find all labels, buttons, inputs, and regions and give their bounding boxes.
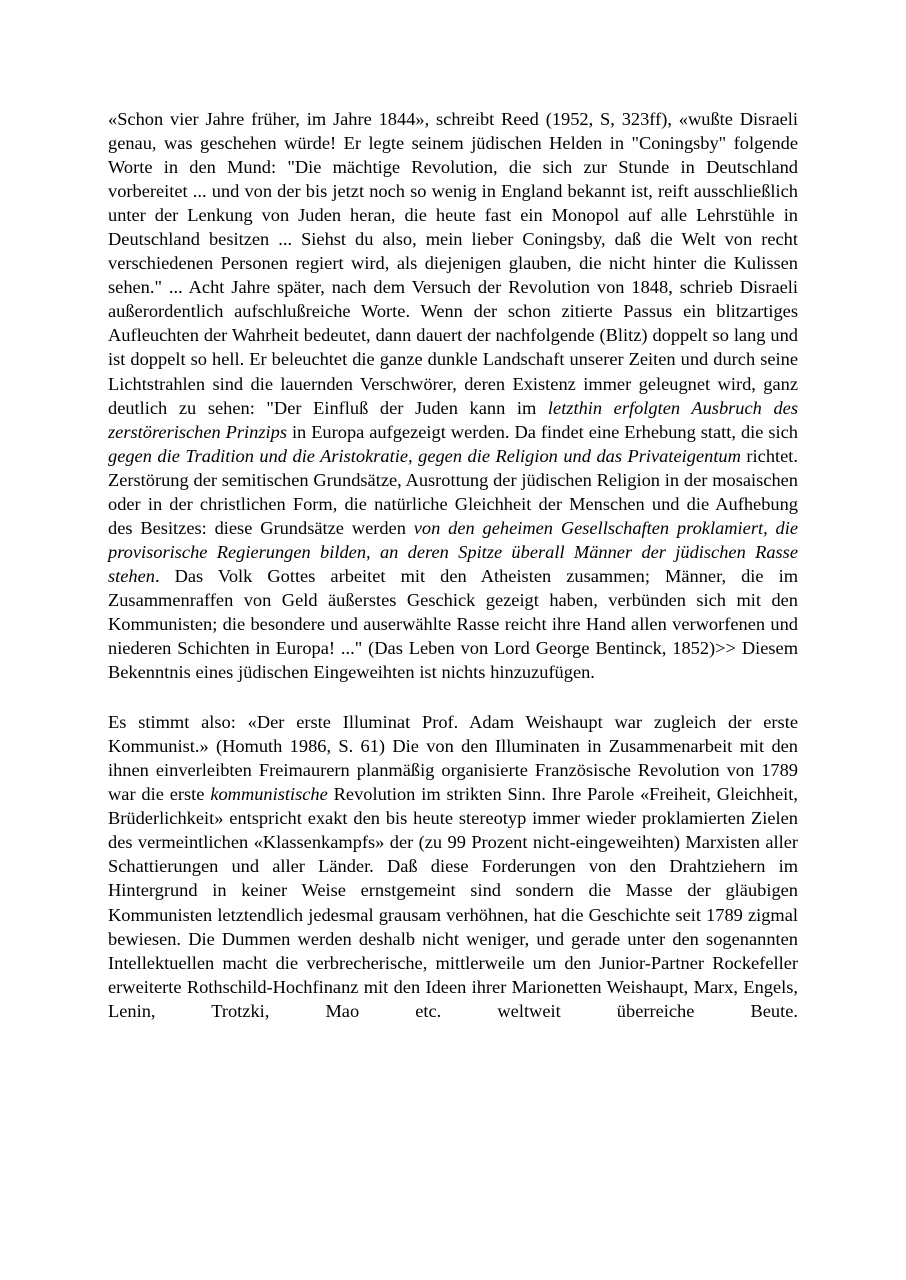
- text-run: Es stimmt also: «Der erste Illuminat Prof. Adam Weishaupt war zugleich der erste Kommunist.» (Homuth 1986, S. 61) Die von den Illuminaten in Zusammenarbeit mit den ihnen einverleibten Freimaurern planmäßig organisierte Französische Revolution von 1789 war die erste: [108, 712, 798, 805]
- emphasis-run: von den geheimen Gesellschaften proklamiert, die provisorische Regierungen bilden, an deren Spitze überall Männer der jüdischen Rasse stehen: [108, 517, 798, 586]
- body-text-column: [108, 107, 798, 1047]
- paragraph-1: [108, 107, 798, 684]
- emphasis-run: letzthin erfolgten Ausbruch des zerstörerischen Prinzips: [108, 397, 798, 442]
- emphasis-run: kommunistische: [210, 784, 328, 805]
- emphasis-run: gegen die Tradition und die Aristokratie, gegen die Religion und das Privateigentum: [108, 445, 741, 466]
- text-run: «Schon vier Jahre früher, im Jahre 1844», schreibt Reed (1952, S, 323ff), «wußte Disraeli genau, was geschehen würde! Er legte seinem jüdischen Helden in "Coningsby" folgende Worte in den Mund: "Die mächtige Revolution, die sich zur Stunde in Deutschland vorbereitet ... und von der bis jetzt noch so wenig in England bekannt ist, reift ausschließlich unter der Lenkung von Juden heran, die heute fast ein Monopol auf alle Lehrstühle in Deutschland besitzen ... Siehst du also, mein lieber Coningsby, daß die Welt von recht verschiedenen Personen regiert wird, als diejenigen glauben, die nicht hinter die Kulissen sehen." ... Acht Jahre später, nach dem Versuch der Revolution von 1848, schrieb Disraeli außerordentlich aufschlußreiche Worte. Wenn der schon zitierte Passus ein blitzartiges Aufleuchten der Wahrheit bedeutet, dann dauert der nachfolgende (Blitz) doppelt so lang und ist doppelt so hell. Er beleuchtet die ganze dunkle Landschaft unserer Zeiten und durch seine Lichtstrahlen sind die lauernden Verschwörer, deren Existenz immer geleugnet wird, ganz deutlich zu sehen: "Der Einfluß der Juden kann im: [108, 109, 798, 418]
- paragraph-2: [108, 710, 798, 1047]
- text-run: in Europa aufgezeigt werden. Da findet eine Erhebung statt, die sich: [286, 421, 798, 442]
- text-run: Revolution im strikten Sinn. Ihre Parole «Freiheit, Gleichheit, Brüderlichkeit» entspricht exakt den bis heute stereotyp immer wieder proklamierten Zielen des vermeintlichen «Klassenkampfs» der (zu 99 Prozent nicht-eingeweihten) Marxisten aller Schattierungen und aller Länder. Daß diese Forderungen von den Drahtziehern im Hintergrund in keiner Weise ernstgemeint sind sondern die Masse der gläubigen Kommunisten letztendlich jedesmal grausam verhöhnen, hat die Geschichte seit 1789 zigmal bewiesen. Die Dummen werden deshalb nicht weniger, und gerade unter den sogenannten Intellektuellen macht die verbrecherische, mittlerweile um den Junior-Partner Rockefeller erweiterte Rothschild-Hochfinanz mit den Ideen ihrer Marionetten Weishaupt, Marx, Engels, Lenin, Trotzki, Mao etc. weltweit überreiche Beute.: [108, 784, 799, 1021]
- text-run: richtet. Zerstörung der semitischen Grundsätze, Ausrottung der jüdischen Religion in der mosaischen oder in der christlichen Form, die natürliche Gleichheit der Menschen und die Aufhebung des Besitzes: diese Grundsätze werden: [108, 445, 798, 538]
- text-run: . Das Volk Gottes arbeitet mit den Atheisten zusammen; Männer, die im Zusammenraffen von Geld äußerstes Geschick gezeigt haben, verbünden sich mit den Kommunisten; die besondere und auserwählte Rasse reicht ihre Hand allen verworfenen und niederen Schichten in Europa! ..." (Das Leben von Lord George Bentinck, 1852)>> Diesem Bekenntnis eines jüdischen Eingeweihten ist nichts hinzuzufügen.: [108, 565, 798, 683]
